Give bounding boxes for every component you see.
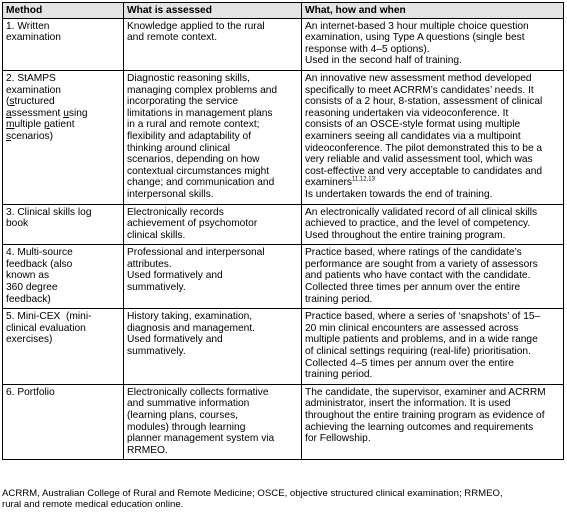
table-row [3, 384, 564, 460]
what-assessed-cell: Electronically records achievement of psychomotor clinical skills. [124, 204, 302, 245]
table-row [3, 70, 564, 204]
what-assessed-cell: Knowledge applied to the rural and remote context. [124, 18, 302, 70]
table-row [3, 245, 564, 309]
header-method: Method [3, 3, 124, 19]
method-cell: 1. Written examination [3, 18, 124, 70]
how-when-cell: Practice based, where a series of ‘snapshots’ of 15– 20 min clinical encounters are assessed across multiple patients and problems, and in a wide range of clinical settings requiring (real-life) prioritisation. Collected 4–5 times per annum over the entire training period. [302, 309, 564, 385]
method-cell: 2. StAMPS examination (structured assessment using multiple patient scenarios) [3, 70, 124, 204]
method-cell: 4. Multi-source feedback (also known as 360 degree feedback) [3, 245, 124, 309]
assessment-methods-table [2, 2, 564, 460]
table-row [3, 204, 564, 245]
how-when-cell: The candidate, the supervisor, examiner and ACRRM administrator, insert the information. It is used throughout the entire training program as evidence of achieving the learning outcomes and requirements for Fellowship. [302, 384, 564, 460]
what-assessed-cell: Diagnostic reasoning skills, managing complex problems and incorporating the service limitations in management plans in a rural and remote context; flexibility and adaptability of thinking around clinical scenarios, depending on how contextual circumstances might change; and communication and interpersonal skills. [124, 70, 302, 204]
table-row [3, 18, 564, 70]
how-when-cell: An innovative new assessment method developed specifically to meet ACRRM’s candidates’ needs. It consists of a 2 hour, 8-station, assessment of clinical reasoning undertaken via videoconference. It consists of an OSCE-style format using multiple examiners seeing all candidates via a multipoint videoconference. The pilot demonstrated this to be a very reliable and valid assessment tool, which was cost-effective and very acceptable to candidates and examiners$^{11,12,13}$ Is undertaken towards the end of training. [302, 70, 564, 204]
how-when-cell: Practice based, where ratings of the candidate’s performance are sought from a variety of assessors and patients who have contact with the candidate. Collected three times per annum over the entire training period. [302, 245, 564, 309]
table-row [3, 309, 564, 385]
method-cell: 5. Mini-CEX (mini- clinical evaluation exercises) [3, 309, 124, 385]
method-cell: 6. Portfolio [3, 384, 124, 460]
header-what-assessed: What is assessed [124, 3, 302, 19]
header-what-how-when: What, how and when [302, 3, 564, 19]
how-when-cell: An internet-based 3 hour multiple choice question examination, using Type A questions (single best response with 4–5 options). Used in the second half of training. [302, 18, 564, 70]
what-assessed-cell: Electronically collects formative and summative information (learning plans, courses, modules) through learning planner management system via RRMEO. [124, 384, 302, 460]
what-assessed-cell: History taking, examination, diagnosis and management. Used formatively and summatively. [124, 309, 302, 385]
what-assessed-cell: Professional and interpersonal attributes. Used formatively and summatively. [124, 245, 302, 309]
method-cell: 3. Clinical skills log book [3, 204, 124, 245]
citation-superscript: 11,12,13 [352, 176, 375, 183]
table-header-row [3, 3, 564, 19]
how-when-cell: An electronically validated record of all clinical skills achieved to practice, and the level of competency. Used throughout the entire training program. [302, 204, 564, 245]
table-footnote: ACRRM, Australian College of Rural and Remote Medicine; OSCE, objective structured clinical examination; RRMEO, rural and remote medical education online. [2, 488, 503, 511]
